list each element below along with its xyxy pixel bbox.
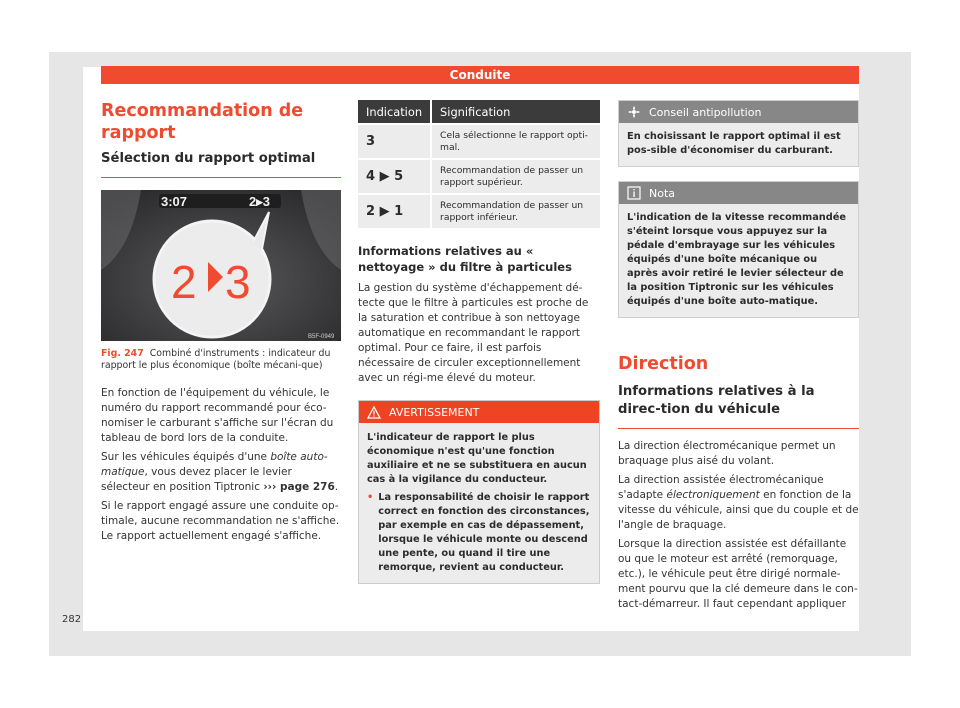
body-text-middle	[358, 281, 600, 386]
warning-body	[359, 423, 599, 583]
text-run: .	[334, 481, 339, 494]
table-cell-meaning: Recommandation de passer un rapport inférieur.	[431, 194, 600, 228]
table-cell-indication: 4 ▶ 5	[358, 159, 431, 194]
paragraph: La gestion du système d'échappement dé-tecte que le filtre à particules est proche de la saturation et contribue à son nettoyage automatique en recommandant le rapport optimal. Pour ce faire, il est parfois nécessaire de circuler exceptionnellement avec un régi-me élevé du moteur.	[358, 282, 589, 384]
leaf-icon	[627, 105, 641, 119]
eco-tip-box	[618, 100, 859, 167]
table-row	[358, 124, 600, 159]
note-header	[619, 182, 858, 204]
warning-triangle-icon	[367, 406, 381, 419]
text-italic: électroniquement	[666, 489, 760, 501]
note-title: Nota	[649, 186, 676, 200]
warning-bullet	[367, 491, 591, 575]
column-right	[618, 100, 859, 616]
table-row	[358, 159, 600, 194]
paragraph: La direction électromécanique permet un braquage plus aisé du volant.	[618, 440, 836, 467]
cluster-gear-small-text: 2▸3	[249, 194, 270, 209]
figure-instrument-cluster	[101, 190, 341, 341]
column-left	[101, 100, 341, 548]
table-cell-indication: 3	[358, 124, 431, 159]
chapter-header: Conduite	[101, 66, 859, 84]
figure-code: B5F-0949	[308, 334, 335, 340]
section-title-gear-recommendation: Recommandation de rapport	[101, 101, 304, 143]
note-text: L'indication de la vitesse recommandée s'éteint lorsque vous appuyez sur la pédale d'embrayage sur les véhicules équipés d'une boîte mécanique ou après avoir retiré le levier sélecteur de la position Tiptronic sur les véhicules équipés d'une boîte auto-matique.	[619, 204, 858, 317]
paragraph-automatic	[101, 450, 341, 495]
page-number: 282	[62, 614, 82, 625]
eco-tip-text: En choisissant le rapport optimal il est pos-sible d'économiser du carburant.	[619, 123, 858, 166]
info-icon	[627, 186, 641, 200]
eco-tip-title: Conseil antipollution	[649, 105, 762, 119]
cluster-time-text: 3:07	[161, 194, 188, 209]
text-run: La direction assistée électromécanique s'adapte	[618, 474, 824, 501]
table-cell-meaning: Cela sélectionne le rapport opti-mal.	[431, 124, 600, 159]
warning-text: L'indicateur de rapport le plus économique n'est qu'une fonction auxiliaire et ne se substituera en aucun cas à la vigilance du conducteur.	[367, 432, 587, 485]
section-title-particle-filter: Informations relatives au « nettoyage » du filtre à particules	[358, 244, 572, 274]
subtitle-optimal-gear: Sélection du rapport optimal	[101, 144, 341, 178]
bullet-icon: •	[367, 492, 374, 503]
eco-tip-header	[619, 101, 858, 123]
warning-bullet-text: La responsabilité de choisir le rapport correct en fonction des circonstances, par exemple en cas de dépassement, lorsque le véhicule monte ou descend une pente, ou quand il tire une remorque, revient au conducteur.	[378, 492, 590, 573]
paragraph: Lorsque la direction assistée est défaillante ou que le moteur est arrêté (remorquage, etc.), le véhicule peut être dirigé normale-ment pourvu que la clé demeure dans le con-tact-démarreur. Il faut cependant appliquer	[618, 538, 858, 610]
warning-box	[358, 400, 600, 584]
subtitle-steering-info: Informations relatives à la direc-tion du véhicule	[618, 375, 859, 429]
warning-title: AVERTISSEMENT	[389, 405, 480, 419]
cluster-gear-to: 3	[225, 256, 251, 308]
paragraph: En fonction de l'équipement du véhicule, le numéro du rapport recommandé pour éco-nomiser le carburant s'affiche sur l'écran du tableau de bord lors de la conduite.	[101, 387, 334, 445]
column-middle	[358, 100, 600, 584]
text-run: Sur les véhicules équipés d'une	[101, 451, 271, 464]
figure-caption	[101, 348, 341, 372]
table-header-indication: Indication	[358, 100, 431, 124]
table-cell-meaning: Recommandation de passer un rapport supérieur.	[431, 159, 600, 194]
text-run: en fonction de la vitesse du véhicule, ainsi que du couple et de l'angle de braquage.	[618, 489, 859, 531]
figure-caption-text: Combiné d'instruments : indicateur du rapport le plus économique (boîte mécani-que)	[101, 348, 331, 372]
cluster-illustration	[101, 190, 341, 341]
section-title-steering: Direction	[618, 354, 709, 374]
table-header-meaning: Signification	[431, 100, 600, 124]
gear-indication-table	[358, 100, 600, 228]
text-italic: boîte auto-matique	[101, 451, 328, 479]
figure-label: Fig. 247	[101, 348, 144, 359]
table-row	[358, 194, 600, 228]
cluster-gear-from: 2	[171, 256, 197, 308]
paragraph: Si le rapport engagé assure une conduite op-timale, aucune recommandation ne s'affiche. Le rapport actuellement engagé s'affiche.	[101, 500, 340, 543]
body-text-left	[101, 386, 341, 544]
body-text-right	[618, 439, 859, 612]
warning-header	[359, 401, 599, 423]
paragraph-assisted	[618, 473, 859, 533]
note-box	[618, 181, 859, 318]
text-run: , vous devez placer le levier sélecteur en position Tiptronic	[101, 466, 292, 494]
table-cell-indication: 2 ▶ 1	[358, 194, 431, 228]
page-reference-link[interactable]: ››› page 276	[263, 481, 335, 494]
